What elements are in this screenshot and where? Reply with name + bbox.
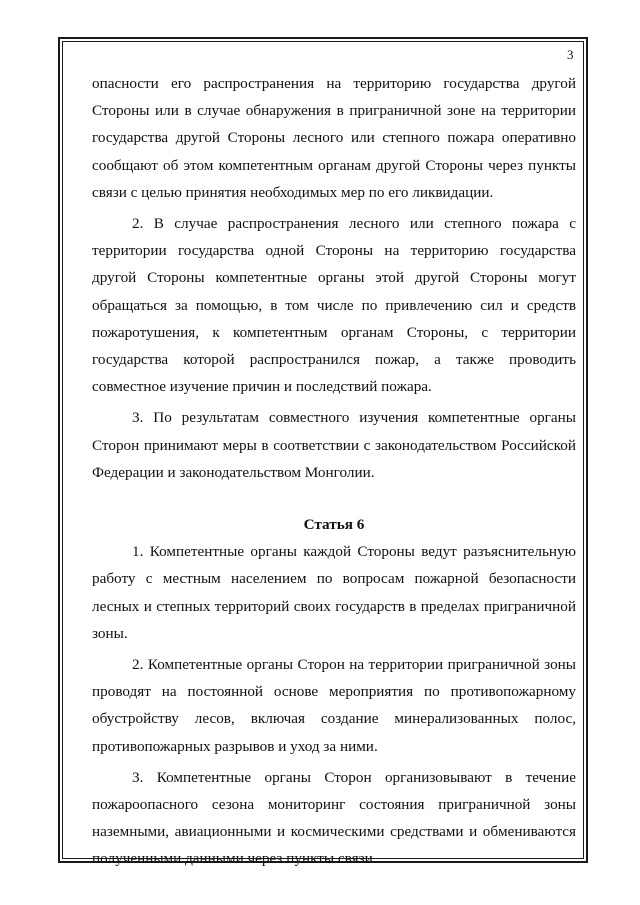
paragraph-clause-3: 3. По результатам совместного изучения компетентные органы Сторон принимают меры в соответствии с законодательством Российской Федерации и законодательством Монголии. [92, 409, 576, 481]
paragraph-clause-2: 2. В случае распространения лесного или степного пожара с территории государства одной Стороны на территорию государства другой Стороны компетентные органы этой другой Стороны могут обращаться за помощью, в том числе по привлечению сил и средств пожаротушения, к компетентным органам Стороны, с территории государства которой распространился пожар, а также проводить совместное изучение причин и последствий пожара. [92, 215, 576, 396]
article-heading: Статья 6 [303, 516, 365, 534]
paragraph-continuation: опасности его распространения на территорию государства другой Стороны или в случае обнаружения в приграничной зоне на территории государства другой Стороны лесного или степного пожара оперативно сообщают об этом компетентным органам другой Стороны через пункты связи с целью принятия необходимых мер по его ликвидации. [92, 75, 576, 201]
page-number: 3 [567, 47, 574, 62]
document-body [92, 70, 576, 873]
article-clause-3: 3. Компетентные органы Сторон организовывают в течение пожароопасного сезона мониторинг состояния приграничной зоны наземными, авиационными и космическими средствами и обмениваются полученными данными через пункты связи. [92, 768, 576, 868]
article-clause-1: 1. Компетентные органы каждой Стороны ведут разъяснительную работу с местным населением по вопросам пожарной безопасности лесных и степных территорий своих государств в пределах приграничной зоны. [92, 543, 576, 642]
article-clause-2: 2. Компетентные органы Сторон на территории приграничной зоны проводят на постоянной основе мероприятия по противопожарному обустройству лесов, включая создание минерализованных полос, противопожарных разрывов и уход за ними. [92, 656, 576, 755]
